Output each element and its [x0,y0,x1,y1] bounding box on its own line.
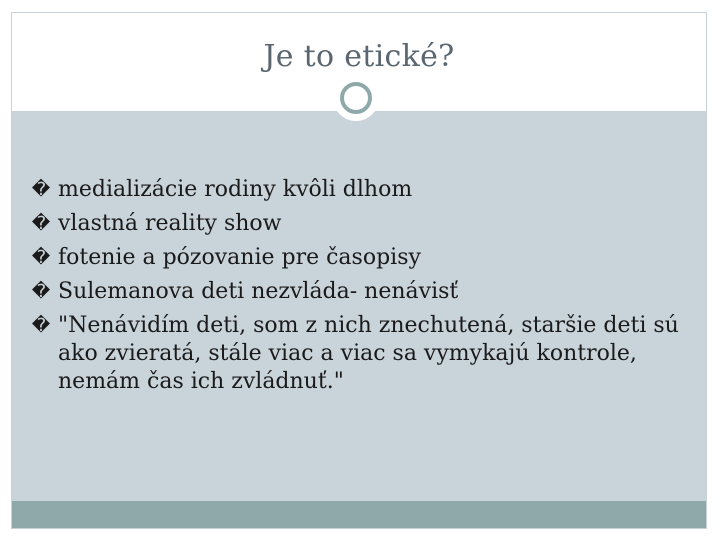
bullet-item [30,210,700,238]
bullet-marker-icon: � [31,179,51,200]
slide-title: Je to etické? [263,39,455,74]
bullet-text: fotenie a pózovanie pre časopisy [58,245,421,270]
bottom-accent-bar [12,501,706,528]
bullet-marker-icon: � [31,247,51,268]
bullet-item [30,244,700,272]
bullet-marker-icon: � [31,281,51,302]
bullet-item [30,176,700,204]
bullet-text: vlastná reality show [58,211,282,236]
bullet-item [30,312,700,396]
bullet-text: "Nenávidím deti, som z nich znechutená, staršie deti sú ako zvieratá, stále viac a viac sa vymykajú kontrole, nemám čas ich zvládnuť." [58,313,679,394]
bullet-item [30,278,700,306]
bullet-list [30,176,700,402]
bullet-text: medializácie rodiny kvôli dlhom [58,177,413,202]
circle-ornament-inner [340,82,372,114]
circle-ornament-icon [333,75,379,121]
bullet-marker-icon: � [31,213,51,234]
bullet-text: Sulemanova deti nezvláda- nenávisť [58,279,459,304]
bullet-marker-icon: � [31,315,51,336]
